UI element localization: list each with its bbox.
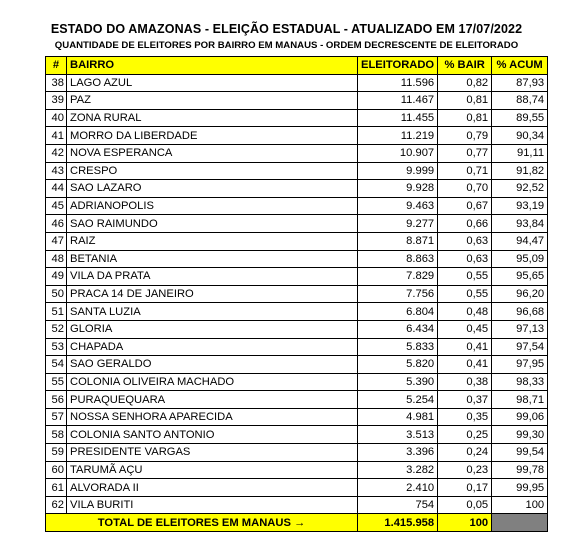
row-bairro: SAO GERALDO [67, 356, 358, 374]
row-pct-acum: 96,68 [492, 303, 548, 321]
row-eleitorado: 9.999 [358, 162, 438, 180]
row-bairro: ADRIANOPOLIS [67, 197, 358, 215]
header-eleitorado: ELEITORADO [358, 57, 438, 75]
row-bairro: GLORIA [67, 320, 358, 338]
row-number: 49 [46, 268, 67, 286]
row-eleitorado: 6.434 [358, 320, 438, 338]
table-row [46, 144, 548, 162]
page-subtitle: QUANTIDADE DE ELEITORES POR BAIRRO EM MANAUS - ORDEM DECRESCENTE DE ELEITORADO [54, 40, 519, 51]
row-eleitorado: 10.907 [358, 144, 438, 162]
row-pct-bair: 0,70 [438, 180, 492, 198]
row-bairro: SANTA LUZIA [67, 303, 358, 321]
table-row [46, 373, 548, 391]
row-bairro: NOVA ESPERANCA [67, 144, 358, 162]
row-eleitorado: 4.981 [358, 408, 438, 426]
row-number: 42 [46, 144, 67, 162]
row-pct-bair: 0,55 [438, 285, 492, 303]
row-pct-bair: 0,37 [438, 391, 492, 409]
table-row [46, 303, 548, 321]
row-bairro: NOSSA SENHORA APARECIDA [67, 408, 358, 426]
table-row [46, 285, 548, 303]
row-number: 55 [46, 373, 67, 391]
row-pct-bair: 0,24 [438, 444, 492, 462]
row-number: 38 [46, 74, 67, 92]
row-bairro: ZONA RURAL [67, 109, 358, 127]
header-pct-acum: % ACUM [492, 57, 548, 75]
row-bairro: RAIZ [67, 232, 358, 250]
row-eleitorado: 11.455 [358, 109, 438, 127]
row-number: 54 [46, 356, 67, 374]
row-bairro: ALVORADA II [67, 479, 358, 497]
row-bairro: PAZ [67, 92, 358, 110]
row-eleitorado: 5.390 [358, 373, 438, 391]
row-pct-bair: 0,79 [438, 127, 492, 145]
table-row [46, 338, 548, 356]
table-row [46, 215, 548, 233]
row-number: 43 [46, 162, 67, 180]
row-pct-acum: 92,52 [492, 180, 548, 198]
row-eleitorado: 3.396 [358, 444, 438, 462]
total-empty-cell [492, 514, 548, 532]
row-eleitorado: 7.756 [358, 285, 438, 303]
row-pct-acum: 96,20 [492, 285, 548, 303]
row-bairro: PRESIDENTE VARGAS [67, 444, 358, 462]
table-row [46, 320, 548, 338]
row-eleitorado: 2.410 [358, 479, 438, 497]
row-pct-bair: 0,77 [438, 144, 492, 162]
row-number: 40 [46, 109, 67, 127]
row-pct-acum: 94,47 [492, 232, 548, 250]
row-pct-acum: 98,71 [492, 391, 548, 409]
row-bairro: BETANIA [67, 250, 358, 268]
row-pct-bair: 0,35 [438, 408, 492, 426]
table-row [46, 496, 548, 514]
row-eleitorado: 3.513 [358, 426, 438, 444]
row-pct-bair: 0,71 [438, 162, 492, 180]
row-pct-bair: 0,67 [438, 197, 492, 215]
row-bairro: SAO LAZARO [67, 180, 358, 198]
row-pct-acum: 89,55 [492, 109, 548, 127]
row-bairro: SAO RAIMUNDO [67, 215, 358, 233]
row-number: 51 [46, 303, 67, 321]
row-eleitorado: 5.833 [358, 338, 438, 356]
page-title: ESTADO DO AMAZONAS - ELEIÇÃO ESTADUAL - ATUALIZADO EM 17/07/2022 [50, 22, 523, 36]
row-number: 50 [46, 285, 67, 303]
row-pct-bair: 0,81 [438, 92, 492, 110]
table-row [46, 197, 548, 215]
row-eleitorado: 7.829 [358, 268, 438, 286]
row-pct-acum: 93,84 [492, 215, 548, 233]
row-eleitorado: 9.928 [358, 180, 438, 198]
row-pct-acum: 97,54 [492, 338, 548, 356]
row-pct-bair: 0,63 [438, 250, 492, 268]
table-row [46, 127, 548, 145]
table-body [46, 74, 548, 514]
table-row [46, 391, 548, 409]
row-pct-acum: 90,34 [492, 127, 548, 145]
row-pct-bair: 0,81 [438, 109, 492, 127]
row-pct-acum: 88,74 [492, 92, 548, 110]
row-pct-acum: 98,33 [492, 373, 548, 391]
row-number: 56 [46, 391, 67, 409]
row-number: 61 [46, 479, 67, 497]
row-pct-bair: 0,63 [438, 232, 492, 250]
table-row [46, 180, 548, 198]
row-bairro: PURAQUEQUARA [67, 391, 358, 409]
row-pct-bair: 0,45 [438, 320, 492, 338]
row-bairro: COLONIA OLIVEIRA MACHADO [67, 373, 358, 391]
table-row [46, 109, 548, 127]
row-number: 62 [46, 496, 67, 514]
row-pct-bair: 0,38 [438, 373, 492, 391]
row-eleitorado: 11.596 [358, 74, 438, 92]
row-eleitorado: 9.277 [358, 215, 438, 233]
row-bairro: MORRO DA LIBERDADE [67, 127, 358, 145]
row-pct-acum: 91,11 [492, 144, 548, 162]
row-pct-acum: 99,06 [492, 408, 548, 426]
row-number: 45 [46, 197, 67, 215]
row-bairro: LAGO AZUL [67, 74, 358, 92]
row-pct-acum: 87,93 [492, 74, 548, 92]
row-bairro: VILA DA PRATA [67, 268, 358, 286]
table-row [46, 408, 548, 426]
row-pct-acum: 99,54 [492, 444, 548, 462]
table-row [46, 268, 548, 286]
row-eleitorado: 754 [358, 496, 438, 514]
total-eleitorado: 1.415.958 [358, 514, 438, 532]
row-number: 48 [46, 250, 67, 268]
row-bairro: CRESPO [67, 162, 358, 180]
row-eleitorado: 5.254 [358, 391, 438, 409]
row-eleitorado: 11.219 [358, 127, 438, 145]
row-pct-acum: 97,95 [492, 356, 548, 374]
row-number: 60 [46, 461, 67, 479]
row-eleitorado: 11.467 [358, 92, 438, 110]
row-eleitorado: 8.863 [358, 250, 438, 268]
table-header-row [46, 57, 548, 75]
row-eleitorado: 6.804 [358, 303, 438, 321]
row-pct-bair: 0,66 [438, 215, 492, 233]
row-pct-bair: 0,05 [438, 496, 492, 514]
header-num: # [46, 57, 67, 75]
row-number: 59 [46, 444, 67, 462]
row-bairro: PRACA 14 DE JANEIRO [67, 285, 358, 303]
row-pct-bair: 0,48 [438, 303, 492, 321]
row-eleitorado: 5.820 [358, 356, 438, 374]
row-pct-bair: 0,41 [438, 338, 492, 356]
row-number: 53 [46, 338, 67, 356]
row-number: 57 [46, 408, 67, 426]
row-bairro: COLONIA SANTO ANTONIO [67, 426, 358, 444]
row-eleitorado: 9.463 [358, 197, 438, 215]
electorate-table [45, 56, 548, 532]
row-pct-bair: 0,23 [438, 461, 492, 479]
row-pct-bair: 0,25 [438, 426, 492, 444]
table-row [46, 250, 548, 268]
row-pct-bair: 0,17 [438, 479, 492, 497]
total-row [46, 514, 548, 532]
table-row [46, 162, 548, 180]
row-number: 41 [46, 127, 67, 145]
table-row [46, 461, 548, 479]
row-eleitorado: 3.282 [358, 461, 438, 479]
row-pct-bair: 0,82 [438, 74, 492, 92]
row-bairro: TARUMÃ AÇU [67, 461, 358, 479]
row-bairro: VILA BURITI [67, 496, 358, 514]
table-row [46, 356, 548, 374]
row-pct-acum: 99,30 [492, 426, 548, 444]
row-pct-acum: 93,19 [492, 197, 548, 215]
row-pct-acum: 91,82 [492, 162, 548, 180]
row-pct-acum: 99,95 [492, 479, 548, 497]
header-bairro: BAIRRO [67, 57, 358, 75]
row-bairro: CHAPADA [67, 338, 358, 356]
row-pct-bair: 0,55 [438, 268, 492, 286]
row-pct-acum: 95,09 [492, 250, 548, 268]
row-number: 52 [46, 320, 67, 338]
table-row [46, 232, 548, 250]
table-row [46, 74, 548, 92]
row-eleitorado: 8.871 [358, 232, 438, 250]
row-number: 58 [46, 426, 67, 444]
table-row [46, 444, 548, 462]
row-pct-acum: 99,78 [492, 461, 548, 479]
total-label: TOTAL DE ELEITORES EM MANAUS → [46, 514, 358, 532]
row-pct-acum: 100 [492, 496, 548, 514]
row-number: 47 [46, 232, 67, 250]
row-pct-bair: 0,41 [438, 356, 492, 374]
table-row [46, 92, 548, 110]
table-row [46, 426, 548, 444]
row-pct-acum: 97,13 [492, 320, 548, 338]
table-row [46, 479, 548, 497]
total-pct-bair: 100 [438, 514, 492, 532]
row-number: 39 [46, 92, 67, 110]
row-number: 44 [46, 180, 67, 198]
row-pct-acum: 95,65 [492, 268, 548, 286]
header-pct-bair: % BAIR [438, 57, 492, 75]
row-number: 46 [46, 215, 67, 233]
